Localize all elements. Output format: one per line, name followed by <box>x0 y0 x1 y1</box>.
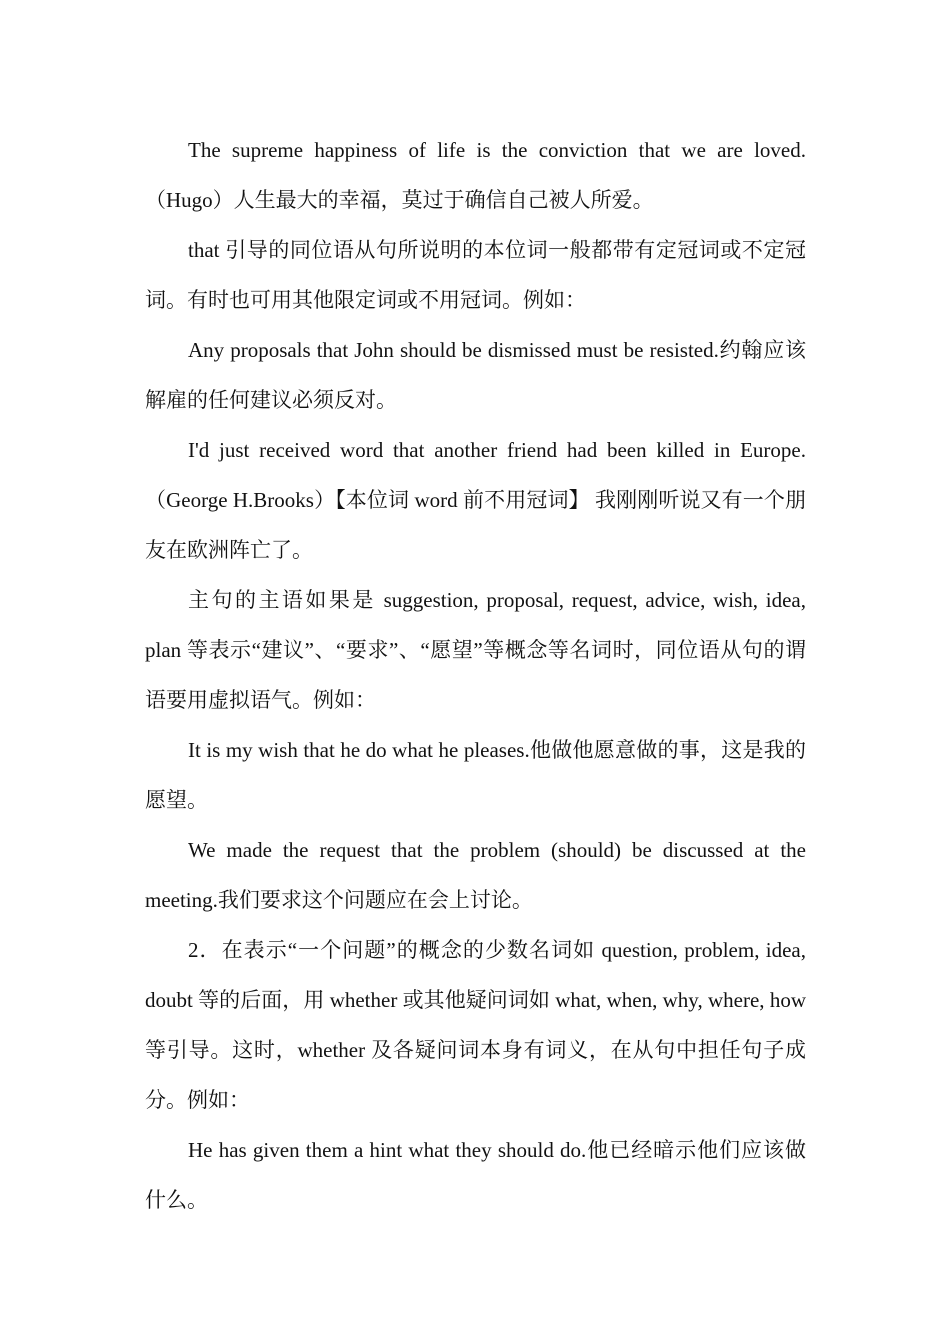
paragraph-example-word: I'd just received word that another friend had been killed in Europe.（George H.Brooks）【本位词 word 前不用冠词】 我刚刚听说又有一个朋友在欧洲阵亡了。 <box>145 438 806 562</box>
paragraph-question-nouns-rule: 2．在表示“一个问题”的概念的少数名词如 question, problem, idea, doubt 等的后面，用 whether 或其他疑问词如 what, when, why, where, how 等引导。这时，whether 及各疑问词本身有词义，在从句中担任句子成分。例如： <box>145 938 806 1112</box>
paragraph-article-rule: that 引导的同位语从句所说明的本位词一般都带有定冠词或不定冠词。有时也可用其他限定词或不用冠词。例如： <box>145 238 806 312</box>
paragraph-subjunctive-rule: 主句的主语如果是 suggestion, proposal, request, advice, wish, idea, plan 等表示“建议”、“要求”、“愿望”等概念等名词时，同位语从句的谓语要用虚拟语气。例如： <box>145 588 806 712</box>
paragraph-hugo-quote: The supreme happiness of life is the conviction that we are loved.（Hugo）人生最大的幸福，莫过于确信自己被人所爱。 <box>145 138 806 212</box>
document-page <box>145 125 806 1225</box>
paragraph-example-wish: It is my wish that he do what he pleases.他做他愿意做的事，这是我的愿望。 <box>145 738 806 812</box>
paragraph-example-proposals: Any proposals that John should be dismissed must be resisted.约翰应该解雇的任何建议必须反对。 <box>145 338 806 412</box>
paragraph-example-request: We made the request that the problem (should) be discussed at the meeting.我们要求这个问题应在会上讨论。 <box>145 838 806 912</box>
paragraph-example-hint: He has given them a hint what they should do.他已经暗示他们应该做什么。 <box>145 1138 806 1212</box>
